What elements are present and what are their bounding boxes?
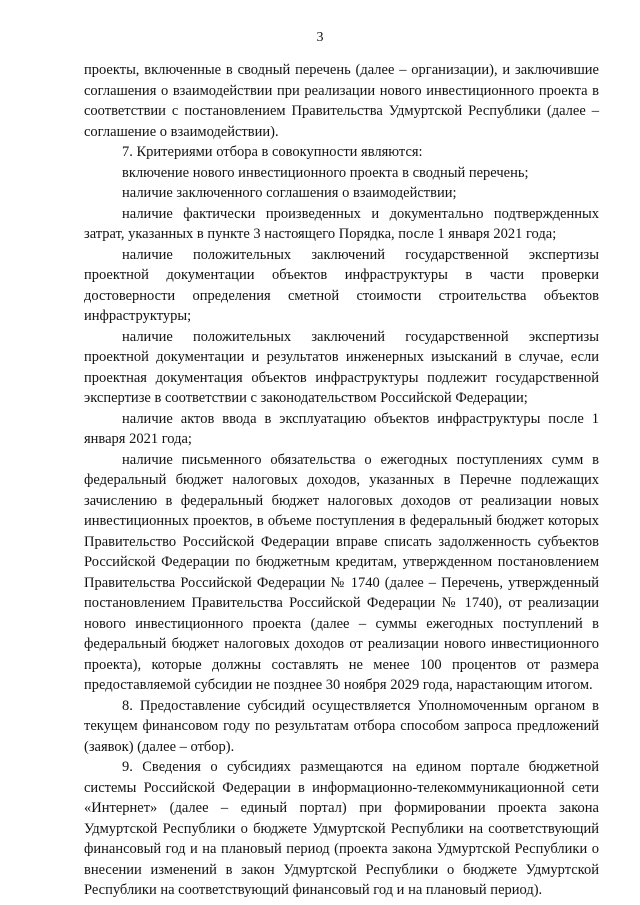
paragraph: наличие положительных заключений государственной экспертизы проектной документации объектов инфраструктуры в части проверки достоверности определения сметной стоимости строительства объектов инфраструктуры; <box>84 246 599 324</box>
paragraph: включение нового инвестиционного проекта в сводный перечень; <box>122 164 529 181</box>
paragraph: 8. Предоставление субсидий осуществляется Уполномоченным органом в текущем финансовом году по результатам отбора способом запроса предложений (заявок) (далее – отбор). <box>84 697 599 755</box>
paragraph: наличие заключенного соглашения о взаимодействии; <box>122 185 457 201</box>
paragraph: 9. Сведения о субсидиях размещаются на едином портале бюджетной системы Российской Федерации в информационно-телекоммуникационной сети «Интернет» (далее – единый портал) при формировании проекта закона Удмуртской Республики о бюджете Удмуртской Республики на соответствующий финансовый год и на плановый период (проекта закона Удмуртской Республики о внесении изменений в закон Удмуртской Республики о бюджете Удмуртской Республики на соответствующий финансовый год и на плановый период). <box>84 759 599 898</box>
paragraph: наличие положительных заключений государственной экспертизы проектной документации и результатов инженерных изысканий в случае, если проектная документация объектов инфраструктуры подлежит государственной экспертизе в соответствии с законодательством Российской Федерации; <box>84 328 599 406</box>
document-body <box>84 60 599 901</box>
paragraph: наличие актов ввода в эксплуатацию объектов инфраструктуры после 1 января 2021 года; <box>84 410 599 447</box>
paragraph: наличие фактически произведенных и документально подтвержденных затрат, указанных в пункте 3 настоящего Порядка, после 1 января 2021 года; <box>84 205 599 242</box>
paragraph: 7. Критериями отбора в совокупности являются: <box>122 144 423 160</box>
paragraph: наличие письменного обязательства о ежегодных поступлениях сумм в федеральный бюджет налоговых доходов, указанных в Перечне подлежащих зачислению в федеральный бюджет налоговых доходов от реализации новых инвестиционных проектов, в объеме поступления в федеральный бюджет которых Правительство Российской Федерации вправе списать задолженность субъектов Российской Федерации по бюджетным кредитам, утвержденном постановлением Правительства Российской Федерации № 1740 (далее – Перечень, утвержденный постановлением Правительства Российской Федерации № 1740), от реализации нового инвестиционного проекта (далее – суммы ежегодных поступлений в федеральный бюджет налоговых доходов от реализации нового инвестиционного проекта), которые должны составлять не менее 100 процентов от размера предоставляемой субсидии не позднее 30 ноября 2029 года, нарастающим итогом. <box>84 451 599 693</box>
page-number: 3 <box>316 30 324 45</box>
paragraph: проекты, включенные в сводный перечень (далее – организации), и заключившие соглашения о взаимодействии при реализации нового инвестиционного проекта в соответствии с постановлением Правительства Удмуртской Республики (далее – соглашение о взаимодействии). <box>84 62 599 140</box>
